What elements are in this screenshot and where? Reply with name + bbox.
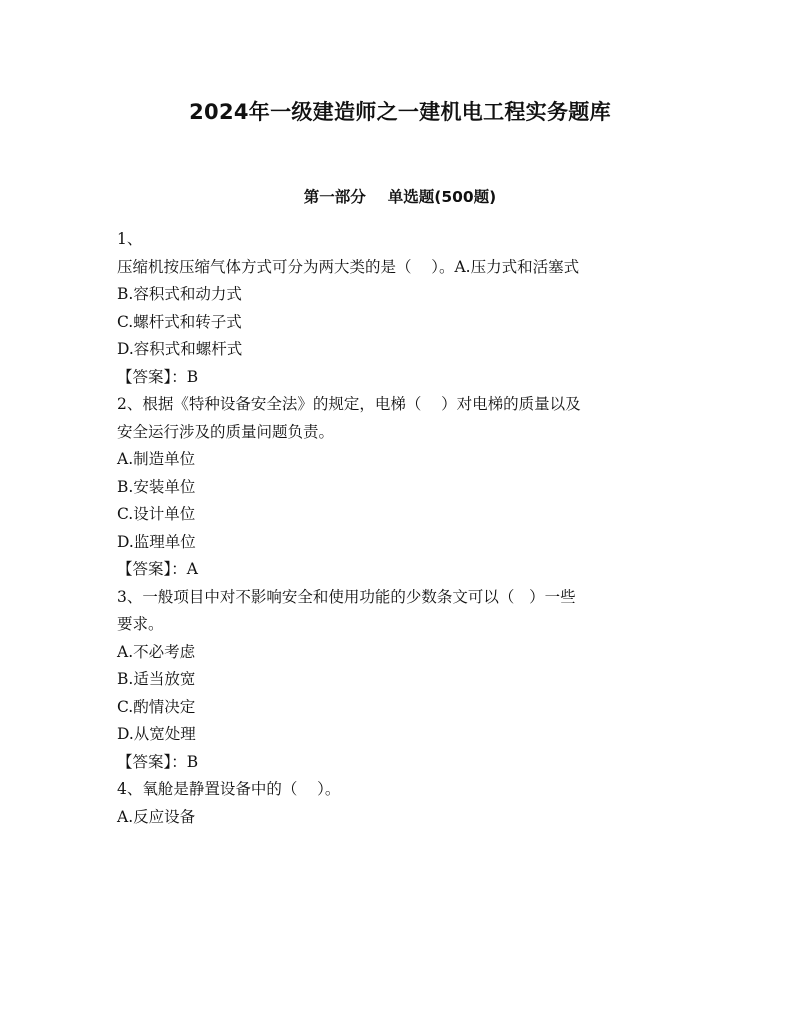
document-title: 2024年一级建造师之一建机电工程实务题库 bbox=[189, 100, 611, 124]
option-b: B.容积式和动力式 bbox=[117, 285, 242, 303]
answer-line bbox=[117, 749, 687, 777]
option-c: C.螺杆式和转子式 bbox=[117, 312, 242, 331]
option-d: D.从宽处理 bbox=[117, 725, 196, 743]
option-b: B.适当放宽 bbox=[117, 670, 196, 688]
section-heading bbox=[0, 185, 800, 207]
question-list bbox=[117, 226, 687, 831]
answer-value: B bbox=[186, 367, 199, 386]
answer-label: 【答案】： bbox=[117, 560, 187, 578]
question-3 bbox=[117, 584, 687, 777]
question-4 bbox=[117, 776, 687, 831]
question-stem: 压缩机按压缩气体方式可分为两大类的是（ ）。A.压力式和活塞式 bbox=[117, 257, 580, 276]
section-part: 第一部分 bbox=[303, 188, 366, 206]
question-1 bbox=[117, 226, 687, 391]
section-name: 单选题(500题) bbox=[387, 188, 497, 206]
question-2 bbox=[117, 391, 687, 584]
question-stem-line-2: 安全运行涉及的质量问题负责。 bbox=[117, 422, 335, 441]
option-a: A.制造单位 bbox=[117, 450, 196, 468]
option-a: A.不必考虑 bbox=[117, 642, 196, 661]
option-d: D.监理单位 bbox=[117, 532, 196, 551]
answer-line bbox=[117, 556, 687, 584]
answer-value: B bbox=[186, 752, 199, 771]
option-c: C.设计单位 bbox=[117, 505, 196, 523]
question-stem: 4、氧舱是静置设备中的（ ）。 bbox=[117, 780, 341, 798]
question-stem-line-1: 2、根据《特种设备安全法》的规定，电梯（ ）对电梯的质量以及 bbox=[117, 395, 581, 413]
question-stem-line-1: 3、一般项目中对不影响安全和使用功能的少数条文可以（ ）一些 bbox=[117, 587, 576, 606]
option-b: B.安装单位 bbox=[117, 477, 196, 496]
answer-label: 【答案】： bbox=[117, 752, 187, 771]
answer-label: 【答案】： bbox=[117, 367, 187, 386]
option-a: A.反应设备 bbox=[117, 807, 196, 826]
answer-line bbox=[117, 364, 687, 392]
question-stem-line-2: 要求。 bbox=[117, 615, 164, 633]
question-number: 1、 bbox=[117, 230, 143, 248]
option-d: D.容积式和螺杆式 bbox=[117, 340, 243, 358]
option-c: C.酌情决定 bbox=[117, 697, 196, 716]
answer-value: A bbox=[186, 560, 198, 578]
